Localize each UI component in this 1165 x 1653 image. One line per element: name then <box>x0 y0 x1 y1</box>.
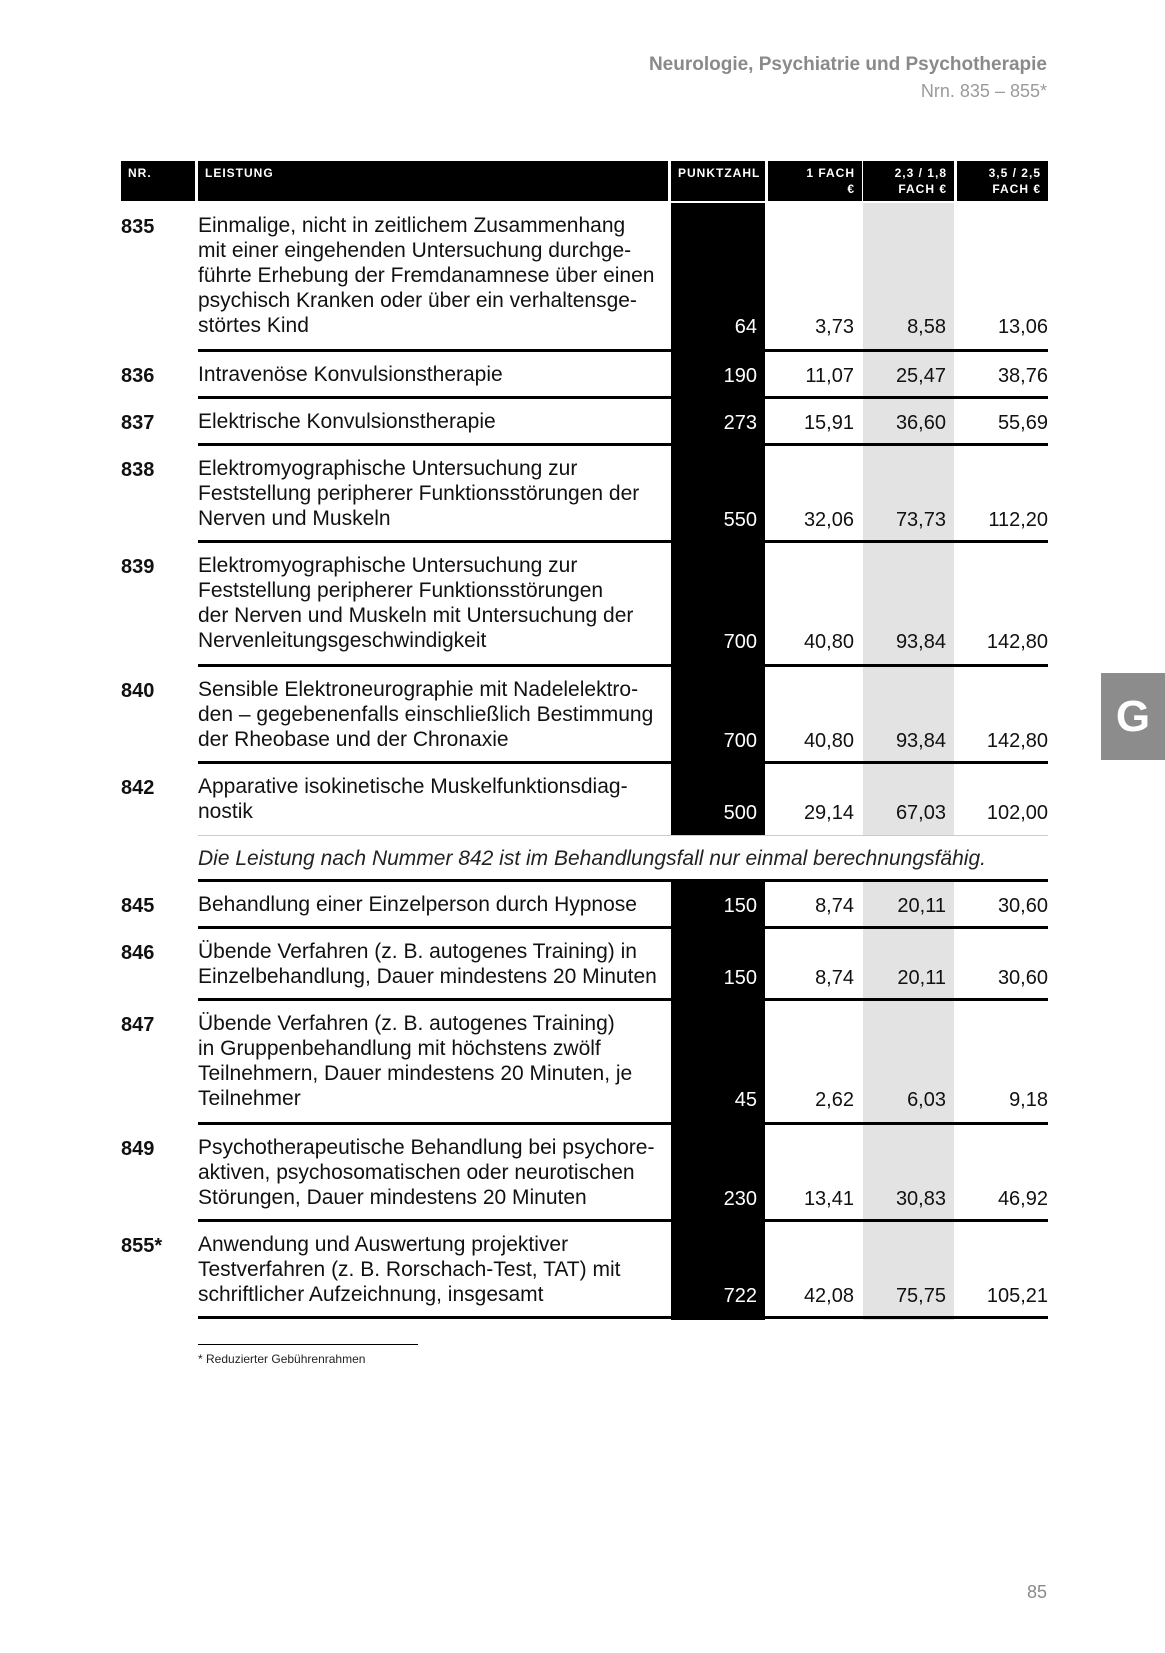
fach1-value: 29,14 <box>803 802 854 824</box>
fach3-value: 112,20 <box>988 509 1048 531</box>
note-row <box>0 836 1165 882</box>
row-note: Die Leistung nach Nummer 842 ist im Behandlungsfall nur einmal berechnungsfähig. <box>198 846 1048 871</box>
description-line: Elektromyographische Untersuchung zur <box>198 457 578 480</box>
description-line: Anwendung und Auswertung projektiver <box>198 1233 569 1256</box>
fach1-value: 8,74 <box>815 895 854 917</box>
page-header <box>649 52 1047 104</box>
description-line: Einmalige, nicht in zeitlichem Zusammenhang <box>198 214 626 237</box>
table-body <box>0 203 1165 1319</box>
description-line: Intravenöse Konvulsionstherapie <box>198 363 503 386</box>
fach2-value: 6,03 <box>907 1089 946 1111</box>
row-number: 847 <box>121 1014 155 1036</box>
section-title: Neurologie, Psychiatrie und Psychotherapie <box>648 54 1047 75</box>
row-number: 842 <box>121 777 155 799</box>
description-line: Elektromyographische Untersuchung zur <box>198 554 578 577</box>
table-row <box>0 882 1165 929</box>
description-line: Behandlung einer Einzelperson durch Hypnose <box>198 893 637 916</box>
fach1-value: 15,91 <box>803 412 854 434</box>
punktzahl-value: 230 <box>723 1188 757 1210</box>
description-line: der Rheobase und der Chronaxie <box>198 728 509 751</box>
table-row <box>0 929 1165 1001</box>
footnote-rule <box>198 1344 418 1345</box>
row-number: 845 <box>121 895 155 917</box>
description-line: Übende Verfahren (z. B. autogenes Training) <box>198 1012 615 1035</box>
fach1-value: 40,80 <box>803 730 854 752</box>
description-line: Einzelbehandlung, Dauer mindestens 20 Minuten <box>198 965 657 988</box>
punktzahl-value: 45 <box>734 1089 757 1111</box>
fach1-value: 11,07 <box>805 365 854 387</box>
number-range: Nrn. 835 – 855* <box>920 81 1047 101</box>
chapter-tab: G <box>1101 673 1165 760</box>
row-description <box>198 939 668 989</box>
row-description <box>198 362 668 387</box>
description-line: störtes Kind <box>198 314 309 337</box>
table-row <box>0 543 1165 667</box>
row-number: 855* <box>121 1235 163 1257</box>
description-line: Sensible Elektroneurographie mit Nadelelektro- <box>198 678 639 701</box>
page-number: 85 <box>1026 1582 1047 1602</box>
description-line: der Nerven und Muskeln mit Untersuchung der <box>198 604 634 627</box>
description-line: Psychotherapeutische Behandlung bei psychore- <box>198 1136 655 1159</box>
fach3-value: 102,00 <box>986 802 1048 824</box>
description-line: Elektrische Konvulsionstherapie <box>198 410 496 433</box>
punktzahl-value: 150 <box>723 967 757 989</box>
punktzahl-value: 550 <box>723 509 757 531</box>
punktzahl-value: 700 <box>723 631 757 653</box>
row-number: 846 <box>121 942 155 964</box>
fach2-value: 25,47 <box>895 365 946 387</box>
fach2-value: 75,75 <box>895 1285 946 1307</box>
description-line: den – gegebenenfalls einschließlich Bestimmung <box>198 703 654 726</box>
fach3-value: 13,06 <box>997 316 1048 338</box>
row-description <box>198 677 668 752</box>
fach3-value: 30,60 <box>997 967 1048 989</box>
description-line: mit einer eingehenden Untersuchung durchge- <box>198 239 632 262</box>
description-line: aktiven, psychosomatischen oder neurotischen <box>198 1161 635 1184</box>
description-line: Übende Verfahren (z. B. autogenes Training) in <box>198 940 637 963</box>
row-number: 836 <box>121 365 155 387</box>
row-description <box>198 1011 668 1111</box>
fach1-value: 32,06 <box>803 509 854 531</box>
fach3-value: 142,80 <box>986 631 1048 653</box>
punktzahl-value: 500 <box>723 802 757 824</box>
description-line: Feststellung peripherer Funktionsstörungen <box>198 579 604 602</box>
punktzahl-value: 190 <box>723 365 757 387</box>
column-header-fach1-line1: 1 FACH <box>806 166 855 180</box>
table-header <box>0 161 1165 201</box>
row-description <box>198 456 668 531</box>
row-number: 838 <box>121 459 155 481</box>
column-header-punktzahl: PUNKTZAHL <box>671 161 765 201</box>
description-line: Nerven und Muskeln <box>198 507 391 530</box>
fach2-value: 93,84 <box>895 631 946 653</box>
row-number: 849 <box>121 1138 155 1160</box>
fach2-value: 73,73 <box>895 509 946 531</box>
row-description <box>198 1135 668 1210</box>
punktzahl-value: 722 <box>723 1285 757 1307</box>
description-line: Apparative isokinetische Muskelfunktionsdiag- <box>198 775 628 798</box>
fach2-value: 67,03 <box>895 802 946 824</box>
description-line: Störungen, Dauer mindestens 20 Minuten <box>198 1186 587 1209</box>
fach2-value: 30,83 <box>895 1188 946 1210</box>
description-line: psychisch Kranken oder über ein verhaltensge- <box>198 289 637 312</box>
row-divider <box>198 1316 1048 1319</box>
description-line: Nervenleitungsgeschwindigkeit <box>198 629 487 652</box>
fach1-value: 13,41 <box>803 1188 854 1210</box>
table-row <box>0 399 1165 446</box>
punktzahl-value: 273 <box>723 412 757 434</box>
description-line: führte Erhebung der Fremdanamnese über einen <box>198 264 655 287</box>
row-description <box>198 774 668 824</box>
column-header-fach3-line1: 3,5 / 2,5 <box>988 166 1041 180</box>
punktzahl-value: 150 <box>723 895 757 917</box>
punktzahl-value: 700 <box>723 730 757 752</box>
column-header-fach1-line2: € <box>847 182 855 196</box>
fach3-value: 46,92 <box>997 1188 1048 1210</box>
table-row <box>0 352 1165 399</box>
description-line: nostik <box>198 800 253 823</box>
column-header-fach2 <box>863 161 954 201</box>
row-description <box>198 892 668 917</box>
row-description <box>198 409 668 434</box>
fach3-value: 105,21 <box>986 1285 1048 1307</box>
row-description <box>198 553 668 653</box>
fach2-value: 8,58 <box>907 316 946 338</box>
fach3-value: 38,76 <box>997 365 1048 387</box>
table-row <box>0 1001 1165 1125</box>
fach1-value: 2,62 <box>815 1089 854 1111</box>
table-row <box>0 764 1165 836</box>
table-row <box>0 446 1165 543</box>
row-number: 839 <box>121 556 155 578</box>
column-header-fach1 <box>768 161 862 201</box>
fach2-value: 36,60 <box>895 412 946 434</box>
column-header-fach3-line2: FACH € <box>992 182 1041 196</box>
footnote: * Reduzierter Gebührenrahmen <box>198 1352 366 1366</box>
row-description <box>198 1232 668 1307</box>
table-row <box>0 1125 1165 1222</box>
column-header-fach2-line1: 2,3 / 1,8 <box>894 166 947 180</box>
table-row <box>0 203 1165 352</box>
fach1-value: 8,74 <box>815 967 854 989</box>
description-line: Teilnehmern, Dauer mindestens 20 Minuten, je <box>198 1062 633 1085</box>
description-line: Testverfahren (z. B. Rorschach-Test, TAT) mit <box>198 1258 621 1281</box>
description-line: Teilnehmer <box>198 1087 301 1110</box>
table-row <box>0 667 1165 764</box>
fach2-value: 20,11 <box>897 967 946 989</box>
description-line: Feststellung peripherer Funktionsstörungen der <box>198 482 640 505</box>
fach3-value: 55,69 <box>997 412 1048 434</box>
row-number: 840 <box>121 680 155 702</box>
fach3-value: 30,60 <box>997 895 1048 917</box>
fach2-value: 20,11 <box>897 895 946 917</box>
row-description <box>198 213 668 338</box>
description-line: in Gruppenbehandlung mit höchstens zwölf <box>198 1037 601 1060</box>
fach1-value: 40,80 <box>803 631 854 653</box>
table-row <box>0 1222 1165 1319</box>
column-header-fach3 <box>957 161 1048 201</box>
fach3-value: 142,80 <box>986 730 1048 752</box>
fach1-value: 42,08 <box>803 1285 854 1307</box>
row-number: 835 <box>121 216 155 238</box>
column-header-fach2-line2: FACH € <box>898 182 947 196</box>
fach3-value: 9,18 <box>1009 1089 1048 1111</box>
fach1-value: 3,73 <box>815 316 854 338</box>
row-number: 837 <box>121 412 155 434</box>
column-header-leistung: LEISTUNG <box>198 161 668 201</box>
fach2-value: 93,84 <box>895 730 946 752</box>
punktzahl-value: 64 <box>734 316 757 338</box>
column-header-nr: NR. <box>121 161 195 201</box>
description-line: schriftlicher Aufzeichnung, insgesamt <box>198 1283 544 1306</box>
